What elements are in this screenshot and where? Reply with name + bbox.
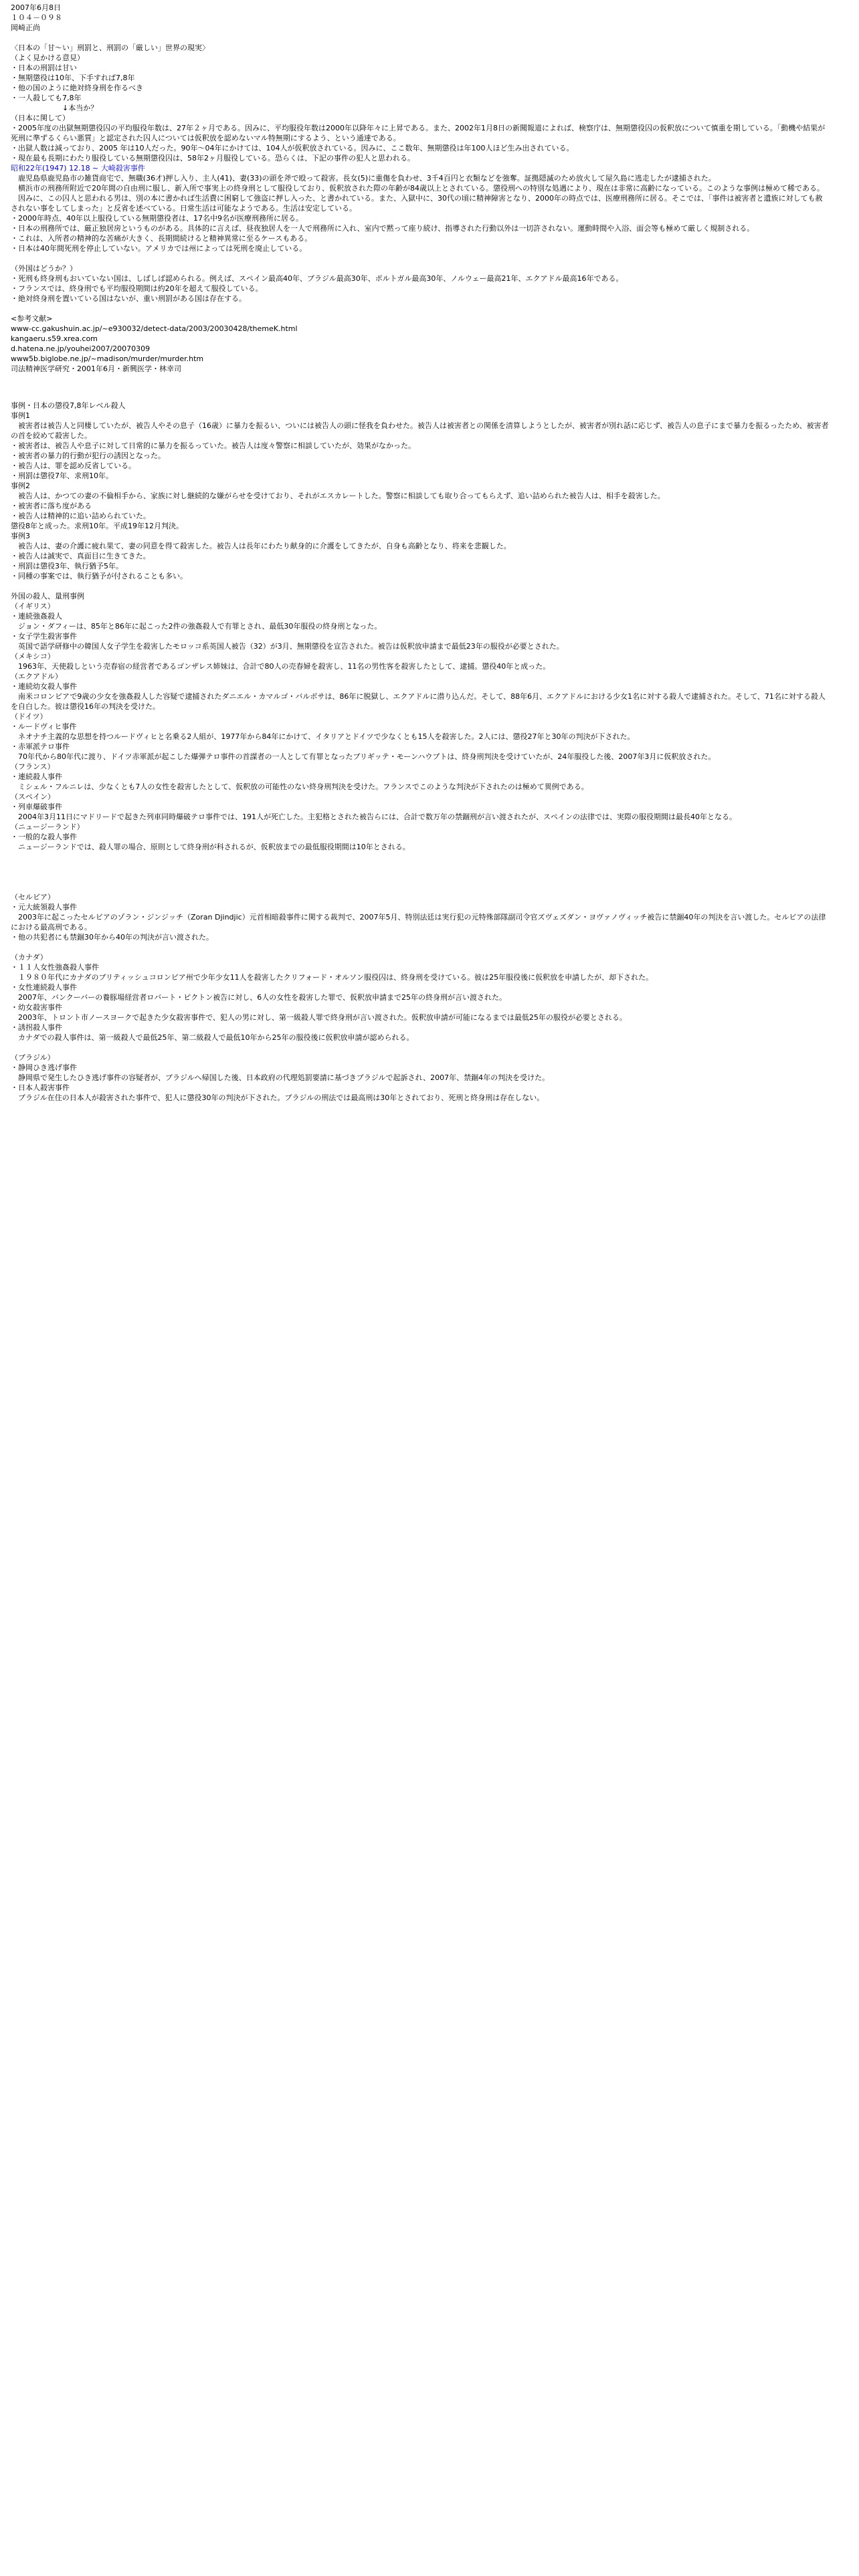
spacer [11,942,830,952]
foreign-case-line: ・一般的な殺人事件 [11,833,77,841]
brazil-line: （ブラジル） [11,1053,55,1062]
foreign-q-line: （外国はどうか？） [11,264,77,273]
foreign-case-line: （イギリス） [11,602,55,611]
spacer [11,581,830,591]
foreign-case-line: ネオナチ主義的な思想を持つルードヴィヒと名乗る2人組が、1977年から84年にかけて、イタリアとドイツで少なくとも15人を殺害した。2人には、懲役27年と30年の判決が下された。 [11,732,635,741]
foreign-case-line: 1963年、天使殺しという売春宿の経営者であるゴンザレス姉妹は、合計で80人の売春婦を殺害し、11名の男性客を殺害したとして、逮捕。懲役40年と成った。 [11,662,551,671]
canada-line: 2003年、トロント市ノースヨークで起きた少女殺害事件で、犯人の男に対し、第一級殺人罪で終身刑が言い渡された。仮釈放申請が可能になるまでは最低25年の服役が必要とされる。 [11,1013,627,1022]
spacer [11,304,830,314]
canada-section [11,952,830,1043]
case-link[interactable]: 昭和22年(1947) 12.18 ~ 大崎殺害事件 [11,164,145,173]
foreign-case-line: （スペイン） [11,792,55,801]
serbia-line: ・元大統領殺人事件 [11,903,77,911]
foreign-case-line: 70年代から80年代に渡り、ドイツ赤軍派が起こした爆弾テロ事件の首謀者の一人として有罪となったブリギッテ・モーンハウプトは、終身刑判決を受けていたが、24年服役した後、2007年3月に仮釈放された。 [11,752,716,761]
case-line: 事例3 [11,532,30,540]
document-code: １０４－０９８ [11,13,62,22]
case-line: ・刑罰は懲役3年、執行猶予5年。 [11,562,123,570]
case-line: ・被害者は、被告人や息子に対して日常的に暴力を振るっていた。被告人は度々警察に相談していたが、効果がなかった。 [11,441,415,450]
intro-section [11,43,830,113]
reference-link[interactable]: www-cc.gakushuin.ac.jp/~e930032/detect-data/2003/20030428/themeK.html [11,324,298,333]
japan-section [11,113,830,253]
reference-link[interactable]: d.hatena.ne.jp/youhei2007/20070309 [11,344,151,353]
canada-line: ・女性連続殺人事件 [11,983,77,992]
case-line: 事例・日本の懲役7,8年レベル殺人 [11,401,126,410]
brazil-section [11,1053,830,1103]
intro-line: ・他の国のように絶対終身刑を作るべき [11,84,143,92]
case-line: ・被害者に落ち度がある [11,502,92,510]
japan-line: 横浜市の刑務所附近で20年間の自由刑に服し、新入所で事実上の終身刑として服役しており、仮釈放された際の年齢が84歳以上とされている。懲役刑への特別な処遇により、現在は非常に高齢になっている。このような事例は極めて稀である。 [11,184,824,193]
foreign-case-line: ミシェル・フルニレは、少なくとも7人の女性を殺害したとして、仮釈放の可能性のない終身刑判決を受けた。フランスでこのような判決が下されたのは極めて異例である。 [11,782,589,791]
brazil-line: ・日本人殺害事件 [11,1083,70,1092]
foreign-q-line: ・フランスでは、終身刑でも平均服役期間は約20年を超えて服役している。 [11,284,263,293]
canada-line: カナダでの殺人事件は、第一級殺人で最低25年、第二級殺人で最低10年から25年の服役後に仮釈放申請が認められる。 [11,1033,414,1042]
canada-line: ・誘拐殺人事件 [11,1023,62,1032]
japan-line: ・現在最も長期にわたり服役している無期懲役囚は、58年2ヶ月服役している。恐らくは、下記の事件の犯人と思われる。 [11,154,415,163]
foreign-case-line: （ドイツ） [11,712,47,721]
spacer [11,882,830,892]
case-line: ・同種の事案では、執行猶予が付されることも多い。 [11,572,187,580]
spacer [11,374,830,401]
document-author: 岡崎正尚 [11,23,40,32]
brazil-line: 静岡県で発生したひき逃げ事件の容疑者が、ブラジルへ帰国した後、日本政府の代理処罰要請に基づきブラジルで起訴され、2007年、禁錮4年の判決を受けた。 [11,1073,550,1082]
spacer [11,33,830,43]
intro-line: 〈日本の「甘～い」刑罰と、刑罰の「厳しい」世界の現実〉 [11,43,209,52]
foreign-case-line: ・連続強姦殺人 [11,612,62,621]
canada-line: ・１１人女性強姦殺人事件 [11,963,99,972]
serbia-line: 2003年に起こったセルビアのゾラン・ジンジッチ（Zoran Djindjic）元首相暗殺事件に関する裁判で、2007年5月、特別法廷は実行犯の元特殊部隊副司令官ズヴェズダン・ヨヴァノヴィッチ被告に禁錮40年の判決を言い渡した。セルビアの法律における最高刑である。 [11,913,826,932]
case-line: ・被告人は精神的に追い詰められていた。 [11,512,151,520]
japan-line: ・2000年時点、40年以上服役している無期懲役者は、17名中9名が医療刑務所に居る。 [11,214,303,223]
canada-line: （カナダ） [11,953,47,962]
foreign-case-line: ・列車爆破事件 [11,802,62,811]
intro-line: （よく見かける意見） [11,53,84,62]
case-line: 事例1 [11,411,30,420]
reference-link[interactable]: www5b.biglobe.ne.jp/~madison/murder/murder.htm [11,354,204,363]
case-line: 被告人は、かつての妻の不倫相手から、家族に対し継続的な嫌がらせを受けており、それがエスカレートした。警察に相談しても取り合ってもらえず、追い詰められた被告人は、相手を殺害した。 [11,492,665,500]
document-date: 2007年6月8日 [11,3,61,12]
canada-line: １９８０年代にカナダのブリティッシュコロンビア州で少年少女11人を殺害したクリフォード・オルソン服役囚は、終身刑を受けている。彼は25年服役後に仮釈放を申請したが、却下された。 [11,973,654,982]
foreign-case-line: （ニュージーランド） [11,823,84,831]
case-line: 被告人は、妻の介護に疲れ果て、妻の同意を得て殺害した。被告人は長年にわたり献身的に介護をしてきたが、自身も高齢となり、将来を悲観した。 [11,542,511,550]
foreign-case-line: ・女子学生殺害事件 [11,632,77,641]
intro-line: ・日本の刑罰は甘い [11,64,77,72]
foreign-case-line: ジョン・ダフィーは、85年と86年に起こった2件の強姦殺人で有罪とされ、最低30年服役の終身刑となった。 [11,622,382,631]
foreign-case-line [11,862,830,872]
reference-link[interactable]: kangaeru.s59.xrea.com [11,334,98,343]
japan-line: ・日本の刑務所では、厳正独居房というものがある。具体的に言えば、昼夜独居人を一人で刑務所に入れ、室内で黙って座り続け、指導された行動以外は一切許されない。運動時間や入浴、面会等も極めて厳しく規制される。 [11,224,755,233]
foreign-case-line: （メキシコ） [11,652,55,661]
foreign-case-line: 外国の殺人、量刑事例 [11,592,84,601]
japan-line: （日本に関して） [11,114,70,122]
canada-line: 2007年、バンクーバーの養豚場経営者ロバート・ピクトン被告に対し、6人の女性を殺害した罪で、仮釈放申請まで25年の終身刑が言い渡された。 [11,993,506,1002]
case-line: 事例2 [11,481,30,490]
foreign-case-line: 英国で語学研修中の韓国人女子学生を殺害したモロッコ系英国人被告（32）が3月、無期懲役を宣告された。被告は仮釈放申請まで最低23年の服役が必要とされた。 [11,642,564,651]
intro-line: ↓本当か？ [11,104,98,112]
foreign-question-section [11,263,830,304]
serbia-line: ・他の共犯者にも禁錮30年から40年の判決が言い渡された。 [11,933,213,942]
foreign-case-line: （エクアドル） [11,672,62,681]
japan-line: 鹿児島県鹿児島市の雑貨商宅で、無職(36才)押し入り、主人(41)、妻(33)の頭を斧で殴って殺害。長女(5)に重傷を負わせ、3千4百円と衣類などを強奪。証拠隠滅のため放火して屋久島に逃走したが逮捕された。 [11,174,716,183]
case-line: ・被害者の暴力的行動が犯行の誘因となった。 [11,451,165,460]
case-line: 被害者は被告人と同棲していたが、被告人やその息子（16歳）に暴力を振るい、ついには被告人の頭に怪我を負わせた。被告人は被害者との関係を清算しようとしたが、被害者が別れ話に応じず、被告人の息子にまで暴力を振るったため、被害者の首を絞めて殺害した。 [11,421,829,440]
intro-line: ・無期懲役は10年、下手すれば7,8年 [11,74,135,82]
references-section [11,314,830,374]
foreign-case-line: ・ルードヴィヒ事件 [11,722,77,731]
reference-book: 司法精神医学研究・2001年6月・新興医学・林幸司 [11,364,181,373]
foreign-case-line: 2004年3月11日にマドリードで起きた列車同時爆破テロ事件では、191人が死亡した。主犯格とされた被告らには、合計で数万年の禁錮刑が言い渡されたが、スペインの法律では、実際の服役期間は最長40年となる。 [11,813,737,821]
foreign-q-line: ・絶対終身刑を置いている国はないが、重い刑罰がある国は存在する。 [11,294,246,303]
foreign-case-line: ・赤軍派テロ事件 [11,742,70,751]
spacer [11,1043,830,1053]
brazil-line: ・静岡ひき逃げ事件 [11,1063,77,1072]
case-line: ・被告人は誠実で、真面目に生きてきた。 [11,552,151,560]
cases-section [11,401,830,581]
foreign-case-line [11,852,830,862]
foreign-case-line: ニュージーランドでは、殺人罪の場合、原則として終身刑が科されるが、仮釈放までの最低服役期間は10年とされる。 [11,843,410,851]
japan-line: 因みに、この囚人と思われる男は、別の本に書かれば生活費に困窮して強盗に押し入った、と書かれている。また、入獄中に、30代の頃に精神障害となり、2000年の時点では、医療刑務所に居る。そこでは、「事件は被害者と遺族に対しても赦されない事をしてしまった」と反省を述べている。日常生活は可能なようである。生活は安定している。 [11,194,823,213]
foreign-q-line: ・死刑も終身刑もおいていない国は、しばしば認められる。例えば、スペイン最高40年、ブラジル最高30年、ポルトガル最高30年、ノルウェー最高21年、エクアドル最高16年である。 [11,274,624,283]
brazil-line: ブラジル在住の日本人が殺害された事件で、犯人に懲役30年の判決が下された。ブラジルの刑法では最高刑は30年とされており、死刑と終身刑は存在しない。 [11,1093,545,1102]
japan-line: ・日本は40年間死刑を停止していない。アメリカでは州によっては死刑を廃止している。 [11,244,307,253]
intro-line: ・一人殺しても7,8年 [11,94,82,102]
canada-line: ・幼女殺害事件 [11,1003,62,1012]
references-title: <参考文献> [11,314,53,323]
foreign-case-line: 南米コロンビアで9歳の少女を強姦殺人した容疑で逮捕されたダニエル・カマルゴ・バルボサは、86年に脱獄し、エクアドルに潜り込んだ。そして、88年6月、エクアドルにおける少女1名に対する殺人で逮捕された。そして、71名に対する殺人を自白した。彼は懲役16年の判決を受けた。 [11,692,826,711]
foreign-cases-section [11,591,830,882]
foreign-case-line: （フランス） [11,762,55,771]
case-line: ・刑罰は懲役7年、求刑10年。 [11,471,113,480]
japan-line: ・2005年度の出獄無期懲役囚の平均服役年数は、27年２ヶ月である。因みに、平均服役年数は2000年以降年々に上昇である。また、2002年1月8日の新聞報道によれば、検察庁は、無期懲役囚の仮釈放について慎重を期している。「動機や結果が死刑に準ずるくらい悪質」と認定された囚人については仮釈放を認めないマル特無期にするよう、という通達である。 [11,124,826,142]
case-line: ・被告人は、罪を認め反省している。 [11,461,136,470]
japan-line: ・これは、入所者の精神的な苦痛が大きく、長期間続けると精神異常に至るケースもある。 [11,234,312,243]
japan-line: ・出獄人数は減っており、2005 年は10人だった。90年～04年にかけては、104人が仮釈放されている。因みに、ここ数年、無期懲役は年100人ほど生み出されている。 [11,144,574,152]
serbia-line: （セルビア） [11,893,55,901]
spacer [11,253,830,263]
serbia-section [11,892,830,942]
foreign-case-line: ・連続殺人事件 [11,772,62,781]
foreign-case-line [11,872,830,882]
case-line: 懲役8年と成った。求刑10年。平成19年12月判決。 [11,522,183,530]
foreign-case-line: ・連続幼女殺人事件 [11,682,77,691]
